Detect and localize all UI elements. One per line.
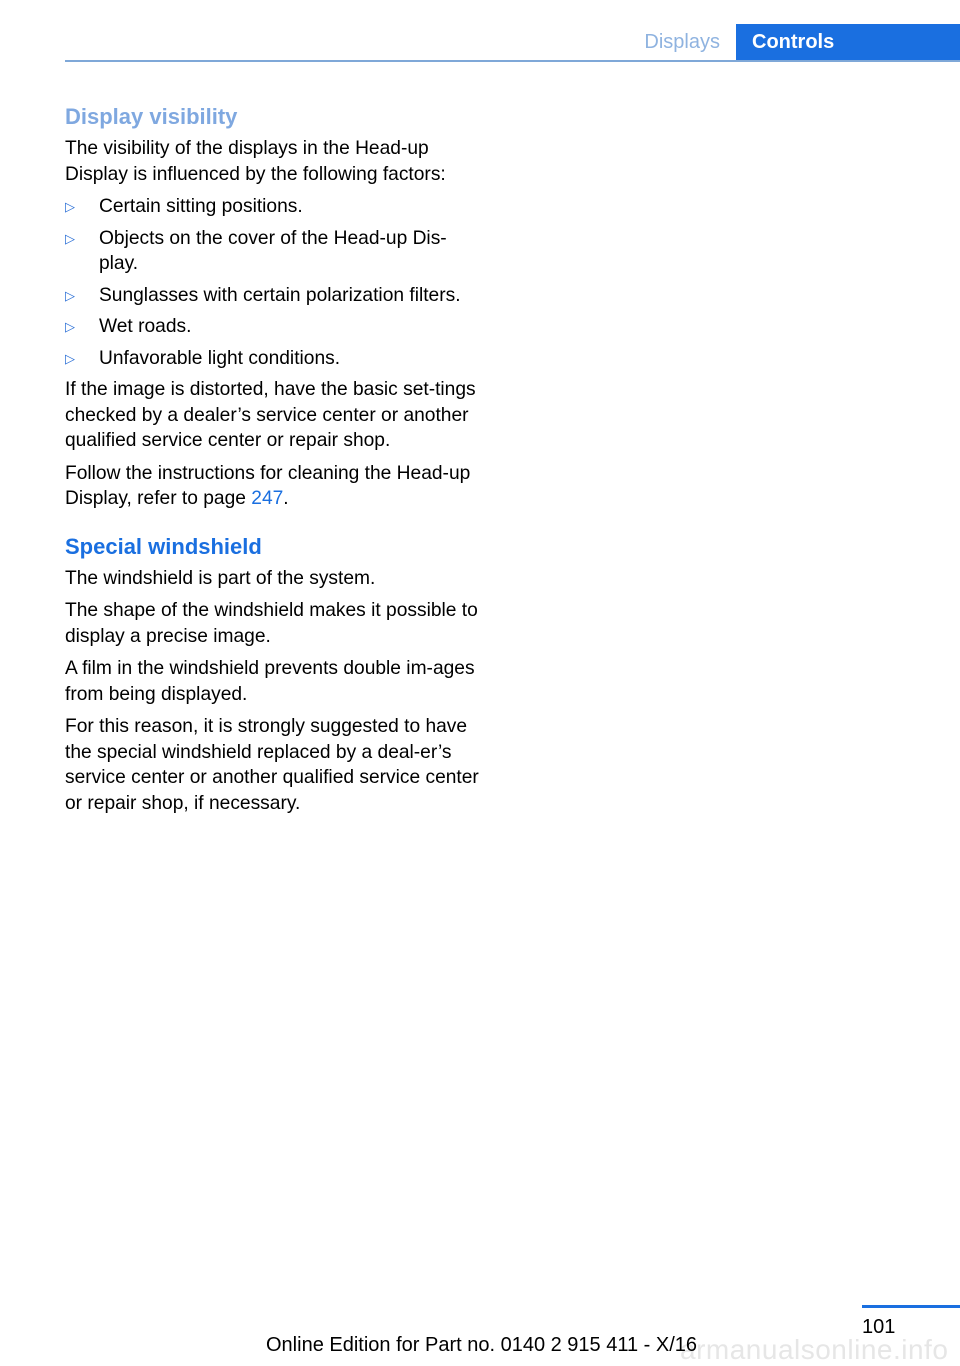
list-item [65,226,485,277]
windshield-paragraph: A film in the windshield prevents double im-ages from being displayed. [65,658,475,705]
display-visibility-intro: The visibility of the displays in the Head-up Display is influenced by the following factors: [65,138,446,185]
distorted-image-note: If the image is distorted, have the basic set-tings checked by a dealer’s service center or another qualified service center or repair shop. [65,379,476,451]
triangle-right-icon: ▷ [65,350,75,366]
page-link-247[interactable]: 247 [251,488,284,509]
page-number: 101 [862,1316,896,1338]
cleaning-text: Follow the instructions for cleaning the Head-up Display, refer to page [65,462,471,509]
list-item [65,194,485,220]
cleaning-suffix: . [283,488,289,509]
list-item-text: Sunglasses with certain polarization filters. [99,284,461,306]
triangle-right-icon: ▷ [65,230,75,246]
windshield-paragraph: The windshield is part of the system. [65,567,376,589]
list-item [65,346,485,372]
footer-rule [862,1305,960,1308]
edition-line: Online Edition for Part no. 0140 2 915 411 - X/16 [266,1334,698,1356]
header-rule [65,60,960,62]
windshield-paragraph: The shape of the windshield makes it possible to display a precise image. [65,600,478,647]
list-item-text: Wet roads. [99,316,192,337]
triangle-right-icon: ▷ [65,319,75,334]
factor-list [65,194,485,371]
list-item [65,283,485,309]
windshield-paragraph: For this reason, it is strongly suggested to have the special windshield replaced by a deal-er’s service center or another qualified service center or repair shop, if necessary. [65,716,479,814]
list-item-text: Unfavorable light conditions. [99,347,341,369]
list-item [65,314,485,340]
list-item-text: Objects on the cover of the Head-up Dis-play. [99,227,447,274]
chapter-tab-controls: Controls [736,24,960,62]
section-tab-displays: Displays [644,31,720,53]
display-visibility-heading: Display visibility [65,104,238,129]
special-windshield-heading: Special windshield [65,533,262,559]
triangle-right-icon: ▷ [65,287,75,303]
watermark: armanualsonline.info [680,1334,949,1365]
main-column [65,102,485,823]
cleaning-instructions [65,461,485,512]
triangle-right-icon: ▷ [65,199,75,214]
list-item-text: Certain sitting positions. [99,196,303,217]
